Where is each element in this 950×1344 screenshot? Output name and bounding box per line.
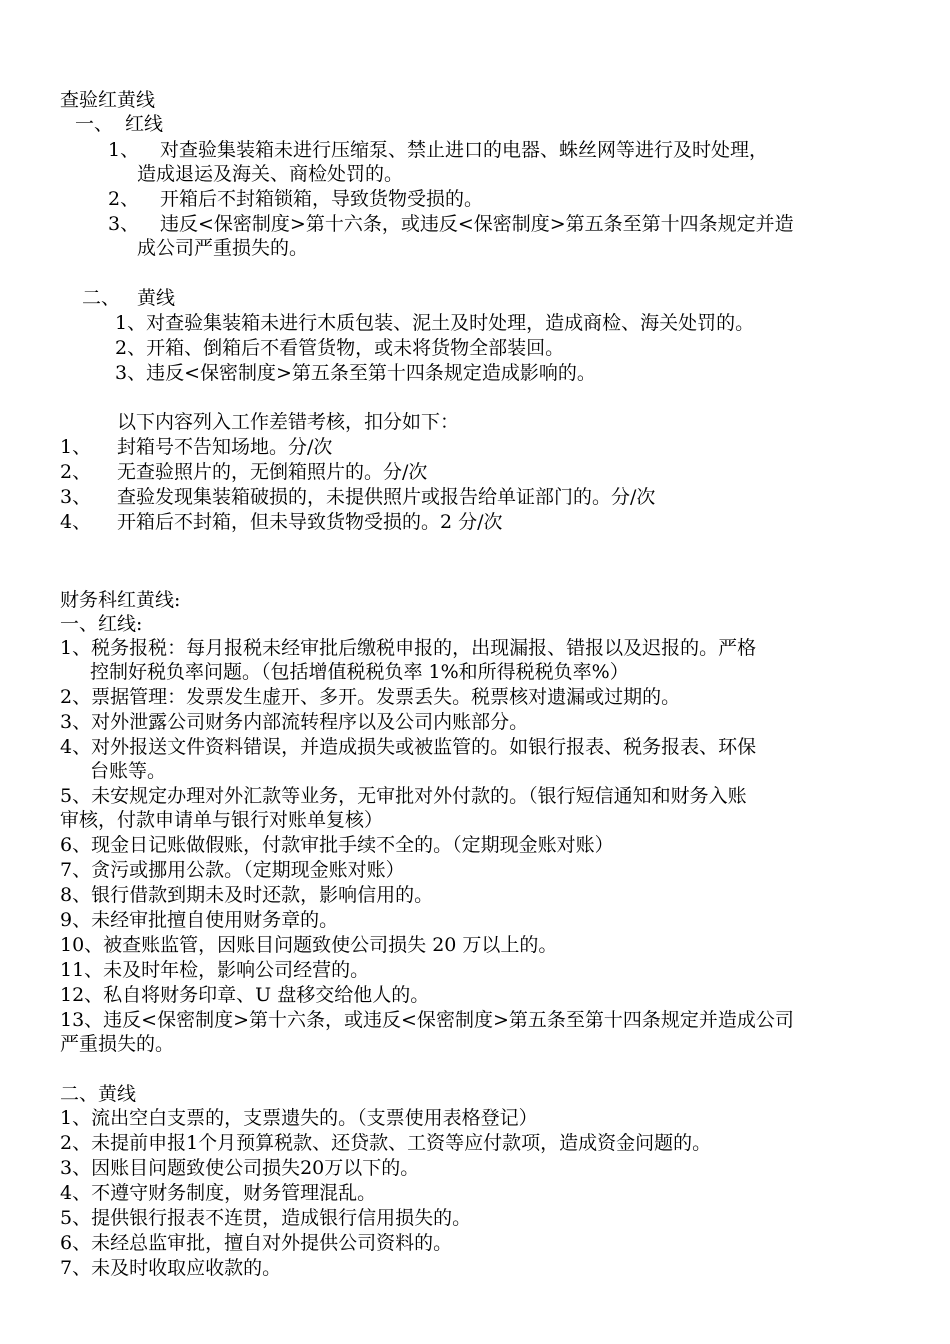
finance-red-item-13-line1: 13、违反<保密制度>第十六条，或违反<保密制度>第五条至第十四条规定并造成公司 [60, 1009, 794, 1031]
section1-red-item-num-2: 2、 [108, 188, 140, 210]
finance-yellow-item-5: 5、提供银行报表不连贯，造成银行信用损失的。 [60, 1207, 472, 1229]
deduction-text-1: 封箱号不告知场地。分/次 [117, 436, 333, 458]
section2-red-heading: 一、红线: [60, 613, 143, 635]
section1-red-item-num-3: 3、 [108, 213, 140, 235]
section1-red-heading: 红线 [125, 113, 164, 135]
finance-yellow-item-3: 3、因账目问题致使公司损失20万以下的。 [60, 1157, 420, 1179]
section1-red-item-2-line1: 开箱后不封箱锁箱，导致货物受损的。 [160, 188, 484, 210]
finance-yellow-item-2: 2、未提前申报1个月预算税款、还贷款、工资等应付款项，造成资金问题的。 [60, 1132, 712, 1154]
deduction-text-2: 无查验照片的，无倒箱照片的。分/次 [117, 461, 428, 483]
section1-yellow-item-3: 3、违反<保密制度>第五条至第十四条规定造成影响的。 [115, 362, 596, 384]
finance-red-item-2: 2、票据管理：发票发生虚开、多开。发票丢失。税票核对遗漏或过期的。 [60, 686, 681, 708]
finance-red-item-8: 8、银行借款到期未及时还款，影响信用的。 [60, 884, 434, 906]
deduction-text-4: 开箱后不封箱，但未导致货物受损的。2 分/次 [117, 511, 503, 533]
finance-red-item-1-line1: 1、税务报税：每月报税未经审批后缴税申报的，出现漏报、错报以及迟报的。严格 [60, 637, 757, 659]
section1-yellow-item-2: 2、开箱、倒箱后不看管货物，或未将货物全部装回。 [115, 337, 565, 359]
section1-yellow-item-1: 1、对查验集装箱未进行木质包装、泥土及时处理，造成商检、海关处罚的。 [115, 312, 755, 334]
deduction-text-3: 查验发现集装箱破损的，未提供照片或报告给单证部门的。分/次 [117, 486, 656, 508]
section1-red-item-1-line1: 对查验集装箱未进行压缩泵、禁止进口的电器、蛛丝网等进行及时处理， [160, 139, 769, 161]
deduction-num-4: 4、 [60, 511, 92, 533]
finance-yellow-item-7: 7、未及时收取应收款的。 [60, 1257, 282, 1279]
finance-red-item-1-line2: 控制好税负率问题。（包括增值税税负率 1%和所得税税负率%） [90, 661, 629, 683]
section1-red-item-3-line1: 违反<保密制度>第十六条，或违反<保密制度>第五条至第十四条规定并造 [160, 213, 794, 235]
section1-red-item-num-1: 1、 [108, 139, 140, 161]
finance-yellow-item-4: 4、不遵守财务制度，财务管理混乱。 [60, 1182, 377, 1204]
section1-yellow-heading: 黄线 [137, 287, 176, 309]
section1-red-item-3-line2: 成公司严重损失的。 [137, 237, 309, 259]
section1-red-heading-num: 一、 [75, 113, 114, 135]
finance-yellow-item-1: 1、流出空白支票的，支票遗失的。（支票使用表格登记） [60, 1107, 538, 1129]
finance-red-item-5-line1: 5、未安规定办理对外汇款等业务，无审批对外付款的。（银行短信通知和财务入账 [60, 785, 747, 807]
deduction-intro: 以下内容列入工作差错考核，扣分如下： [117, 411, 460, 433]
section1-title: 查验红黄线 [60, 89, 156, 111]
finance-red-item-5-line2: 审核，付款申请单与银行对账单复核） [60, 809, 384, 831]
deduction-num-3: 3、 [60, 486, 92, 508]
finance-red-item-9: 9、未经审批擅自使用财务章的。 [60, 909, 339, 931]
section1-yellow-heading-num: 二、 [82, 287, 121, 309]
deduction-num-1: 1、 [60, 436, 92, 458]
finance-red-item-3: 3、对外泄露公司财务内部流转程序以及公司内账部分。 [60, 711, 529, 733]
section2-yellow-heading: 二、黄线 [60, 1083, 137, 1105]
finance-red-item-7: 7、贪污或挪用公款。（定期现金账对账） [60, 859, 405, 881]
finance-yellow-item-6: 6、未经总监审批，擅自对外提供公司资料的。 [60, 1232, 453, 1254]
finance-red-item-6: 6、现金日记账做假账，付款审批手续不全的。（定期现金账对账） [60, 834, 614, 856]
finance-red-item-10: 10、被查账监管，因账目问题致使公司损失 20 万以上的。 [60, 934, 558, 956]
deduction-num-2: 2、 [60, 461, 92, 483]
finance-red-item-12: 12、私自将财务印章、U 盘移交给他人的。 [60, 984, 430, 1006]
finance-red-item-11: 11、未及时年检，影响公司经营的。 [60, 959, 370, 981]
section1-red-item-1-line2: 造成退运及海关、商检处罚的。 [137, 163, 404, 185]
finance-red-item-13-line2: 严重损失的。 [60, 1033, 175, 1055]
finance-red-item-4-line1: 4、对外报送文件资料错误，并造成损失或被监管的。如银行报表、税务报表、环保 [60, 736, 757, 758]
finance-red-item-4-line2: 台账等。 [90, 760, 167, 782]
section2-title: 财务科红黄线: [60, 589, 181, 611]
